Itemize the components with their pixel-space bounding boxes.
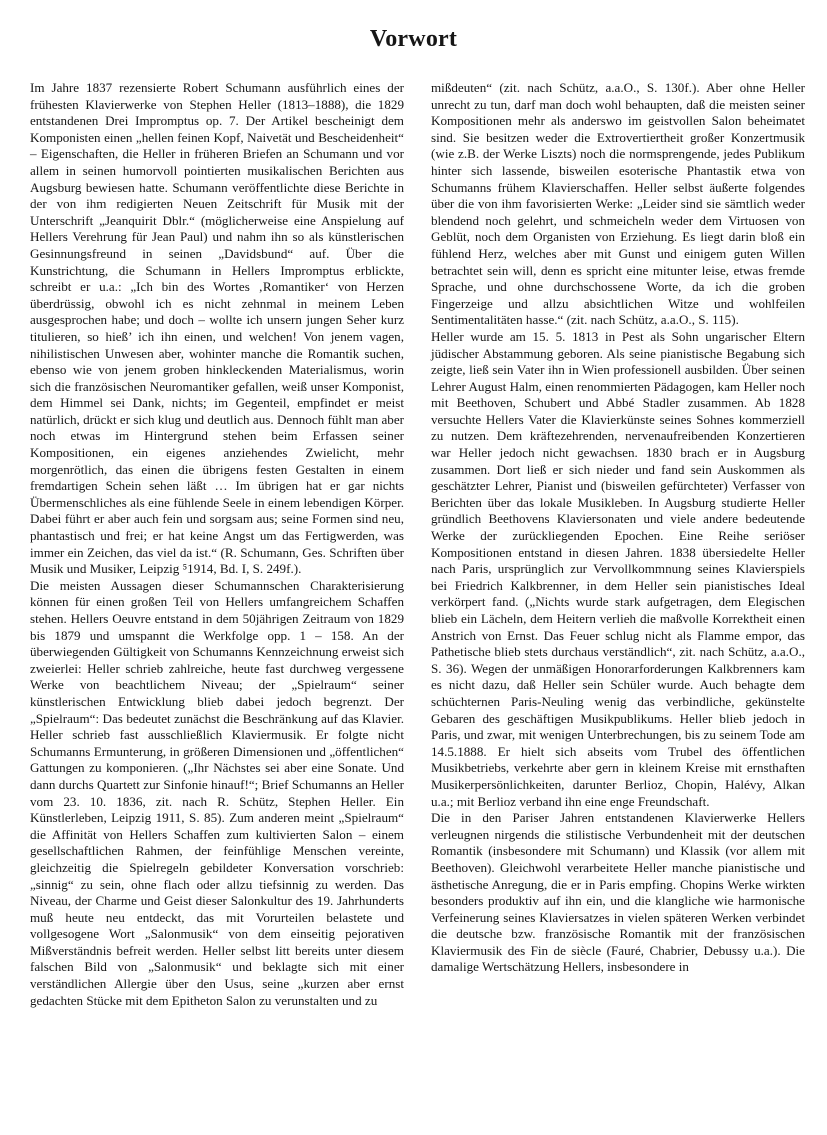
- paragraph: mißdeuten“ (zit. nach Schütz, a.a.O., S. 130f.). Aber ohne Heller unrecht zu tun, darf man doch wohl behaupten, daß die meisten seiner Kompositionen mehr als anderswo im geistvollen Salon beheimatet sind. Sie besitzen weder die Extrovertiertheit großer Konzertmusik (wie z.B. der Werke Liszts) noch die normsprengende, jedes Publikum hinter sich lassende, bisweilen esoterische Phantastik etwa von Schumanns frühem Klavierschaffen. Heller selbst äußerte folgendes über die von ihm favorisierten Werke: „Leider sind sie sämtlich weder blendend noch gelehrt, und schmeicheln weder dem Virtuosen von Geblüt, noch dem Organisten von Erziehung. Es liegt darin bloß ein fühlend Herz, welches aber mit Gunst und einigem guten Willen betrachtet sein will, denn es spricht eine mitunter leise, etwas fremde Sprache, und ohne durchschossene Worte, da ich die groben Fingerzeige und allzu absichtlichen Witze und wohlfeilen Sentimentalitäten hasse.“ (zit. nach Schütz, a.a.O., S. 115).: [431, 80, 805, 328]
- paragraph: Die in den Pariser Jahren entstandenen Klavierwerke Hellers verleugnen nirgends die stilistische Verbundenheit mit der deutschen Romantik (insbesondere mit Schumann) und Klassik (vor allem mit Beethoven). Gleichwohl verarbeitete Heller manche pianistische und ästhetische Anregung, die er in Paris empfing. Chopins Werke wirkten besonders produktiv auf ihn ein, und die klangliche wie harmonische Verfeinerung seines Klaviersatzes in vielen späteren Werken verbindet die deutsche bzw. französische Romantik mit der französischen Klaviermusik des Fin de siècle (Fauré, Chabrier, Debussy u.a.). Die damalige Wertschätzung Hellers, insbesondere in: [431, 810, 805, 975]
- paragraph: Die meisten Aussagen dieser Schumannschen Charakterisierung können für einen großen Teil von Hellers umfangreichem Schaffen stehen. Hellers Oeuvre entstand in dem 50jährigen Zeitraum von 1829 bis 1879 und umspannt die Werkfolge opp. 1 – 158. An der überwiegenden Gültigkeit von Schumanns Kennzeichnung erweist sich zweierlei: Heller schrieb zahlreiche, heute fast durchweg vergessene Werke von beachtlichem Niveau; der „Spielraum“ seiner künstlerischen Entwicklung blieb dabei jedoch begrenzt. Der „Spielraum“: Das bedeutet zunächst die Beschränkung auf das Klavier. Heller schrieb fast ausschließlich Klaviermusik. Er folgte nicht Schumanns Ermunterung, in größeren Dimensionen und „öffentlichen“ Gattungen zu komponieren. („Ihr Nächstes sei aber eine Sonate. Und dann durchs Quartett zur Sinfonie hinauf!“; Brief Schumanns an Heller vom 23. 10. 1836, zit. nach R. Schütz, Stephen Heller. Ein Künstlerleben, Leipzig 1911, S. 85). Zum anderen meint „Spielraum“ die Affinität von Hellers Schaffen zum kultivierten Salon – einem gesellschaftlichen Rahmen, der feinfühlige Menschen vereinte, gleichzeitig die Spielregeln gebildeter Konversation vorschrieb: „sinnig“ zu sein, ohne flach oder allzu tiefsinnig zu werden. Das Niveau, der Charme und Geist dieser Salonkultur des 19. Jahrhunderts muß heute neu entdeckt, das mit Vorurteilen belastete und vollgesogene Wort „Salonmusik“ von dem einseitig pejorativen Mißverständnis befreit werden. Heller selbst litt bereits unter diesem falschen Bild von „Salonmusik“ und beklagte sich mit einer verständlichen Allergie über den Usus, seine „kurzen aber ernst gedachten Stücke mit dem Epitheton Salon zu verunstalten und zu: [30, 577, 404, 1008]
- left-column: [30, 80, 404, 1009]
- right-column: [431, 80, 805, 976]
- paragraph: Im Jahre 1837 rezensierte Robert Schumann ausführlich eines der frühesten Klavierwerke von Stephen Heller (1813–1888), die 1829 entstandenen Drei Impromptus op. 7. Der Artikel bescheinigt dem Komponisten einen „hellen feinen Kopf, Naivetät und Bescheidenheit“ – Eigenschaften, die Heller in früheren Briefen an Schumann und vor allem in seinen humorvoll pointierten musikalischen Berichten aus Augsburg bewiesen hatte. Schumann veröffentlichte diese Berichte in der von ihm redigierten Neuen Zeitschrift für Musik mit der Unterschrift „Jeanquirit Dblr.“ (möglicherweise eine Anspielung auf Hellers Verehrung für Jean Paul) und nahm ihn so als künstlerischen Gesinnungsfreund in seinen „Davidsbund“ auf. Über die Kunstrichtung, die Schumann in Hellers Impromptus erblickte, schreibt er u.a.: „Ich bin des Wortes ‚Romantiker‘ von Herzen überdrüssig, obwohl ich es nicht zehnmal in meinem Leben ausgesprochen habe; und doch – wollte ich unsern jungen Seher kurz titulieren, so hieß’ ich ihn einen, und welchen! Von jenem vagen, nihilistischen Unwesen aber, wohinter manche die Romantik suchen, ebenso wie von jenem groben hinkleckenden Materialismus, worin sich die französischen Neuromantiker gefallen, weiß unser Komponist, dem Himmel sei Dank, nichts; im Gegenteil, empfindet er meist natürlich, drückt er sich klug und deutlich aus. Dennoch fühlt man aber noch etwas im Hintergrund stehen beim Erfassen seiner Kompositionen, ein eigenes anziehendes Zwielicht, mehr morgenrötlich, das einen die übrigens festen Gestalten in einem fremdartigen Schein sehen läßt … Im übrigen hat er gar nichts Übermenschliches als eine fühlende Seele in einem lebendigen Körper. Dabei führt er aber auch fein und sorgsam aus; seine Formen sind neu, phantastisch und frei; er hat keine Angst um das Fertigwerden, was immer ein Zeichen, das viel da ist.“ (R. Schumann, Ges. Schriften über Musik und Musiker, Leipzig ⁵1914, Bd. I, S. 249f.).: [30, 80, 404, 577]
- paragraph: Heller wurde am 15. 5. 1813 in Pest als Sohn ungarischer Eltern jüdischer Abstammung geboren. Als seine pianistische Begabung sich zeigte, ließ sein Vater ihn in Wien professionell ausbilden. Über seinen Lehrer August Halm, einen renommierten Pädagogen, kam Heller noch mit Beethoven, Schubert und Abbé Stadler zusammen. Ab 1828 versuchte Hellers Vater die Klavierkünste seines Sohnes kommerziell zu nutzen. Dem kräftezehrenden, nervenaufreibenden Konzertieren war Heller jedoch nicht gewachsen. 1830 brach er in Augsburg zusammen. Dort ließ er sich nieder und fand sein Auskommen als geschätzter Lehrer, Pianist und (bisweilen gefürchteter) Verfasser von Berichten über das lokale Musikleben. In Augsburg studierte Heller gründlich Beethovens Klaviersonaten und viele andere bedeutende Werke der zurückliegenden Epochen. Eine Reihe seriöser Kompositionen entstand in diesen Jahren. 1838 übersiedelte Heller nach Paris, ursprünglich zur Vervollkommnung seines Klavierspiels bei Friedrich Kalkbrenner, in dem Heller sein pianistisches Ideal verkörpert fand. („Nichts wurde stark aufgetragen, dem Elegischen blieb ein Lächeln, dem Heitern verlieh die maßvolle Korrektheit einen Anstrich von Ernst. Das Feuer schlug nicht als Flamme empor, das Pathetische blieb stets durchaus verständlich“, zit. nach Schütz, a.a.O., S. 36). Wegen der unmäßigen Honorarforderungen Kalkbrenners kam es nicht dazu, daß Heller sein Schüler wurde. Auch behagte dem schüchternen Paris-Neuling wenig das verbindliche, gekünstelte Gebaren des geschäftigen Musikpublikums. Heller blieb jedoch in Paris, und zwar, mit wenigen Unterbrechungen, bis zu seinem Tode am 14.5.1888. Er hielt sich abseits vom Trubel des öffentlichen Musikbetriebs, verkehrte aber gern in kleinem Kreise mit ernsthaften Musikerpersönlichkeiten, darunter Berlioz, Chopin, Halévy, Alkan u.a.; mit Berlioz verband ihn eine enge Freundschaft.: [431, 328, 805, 809]
- page-title: Vorwort: [369, 26, 458, 52]
